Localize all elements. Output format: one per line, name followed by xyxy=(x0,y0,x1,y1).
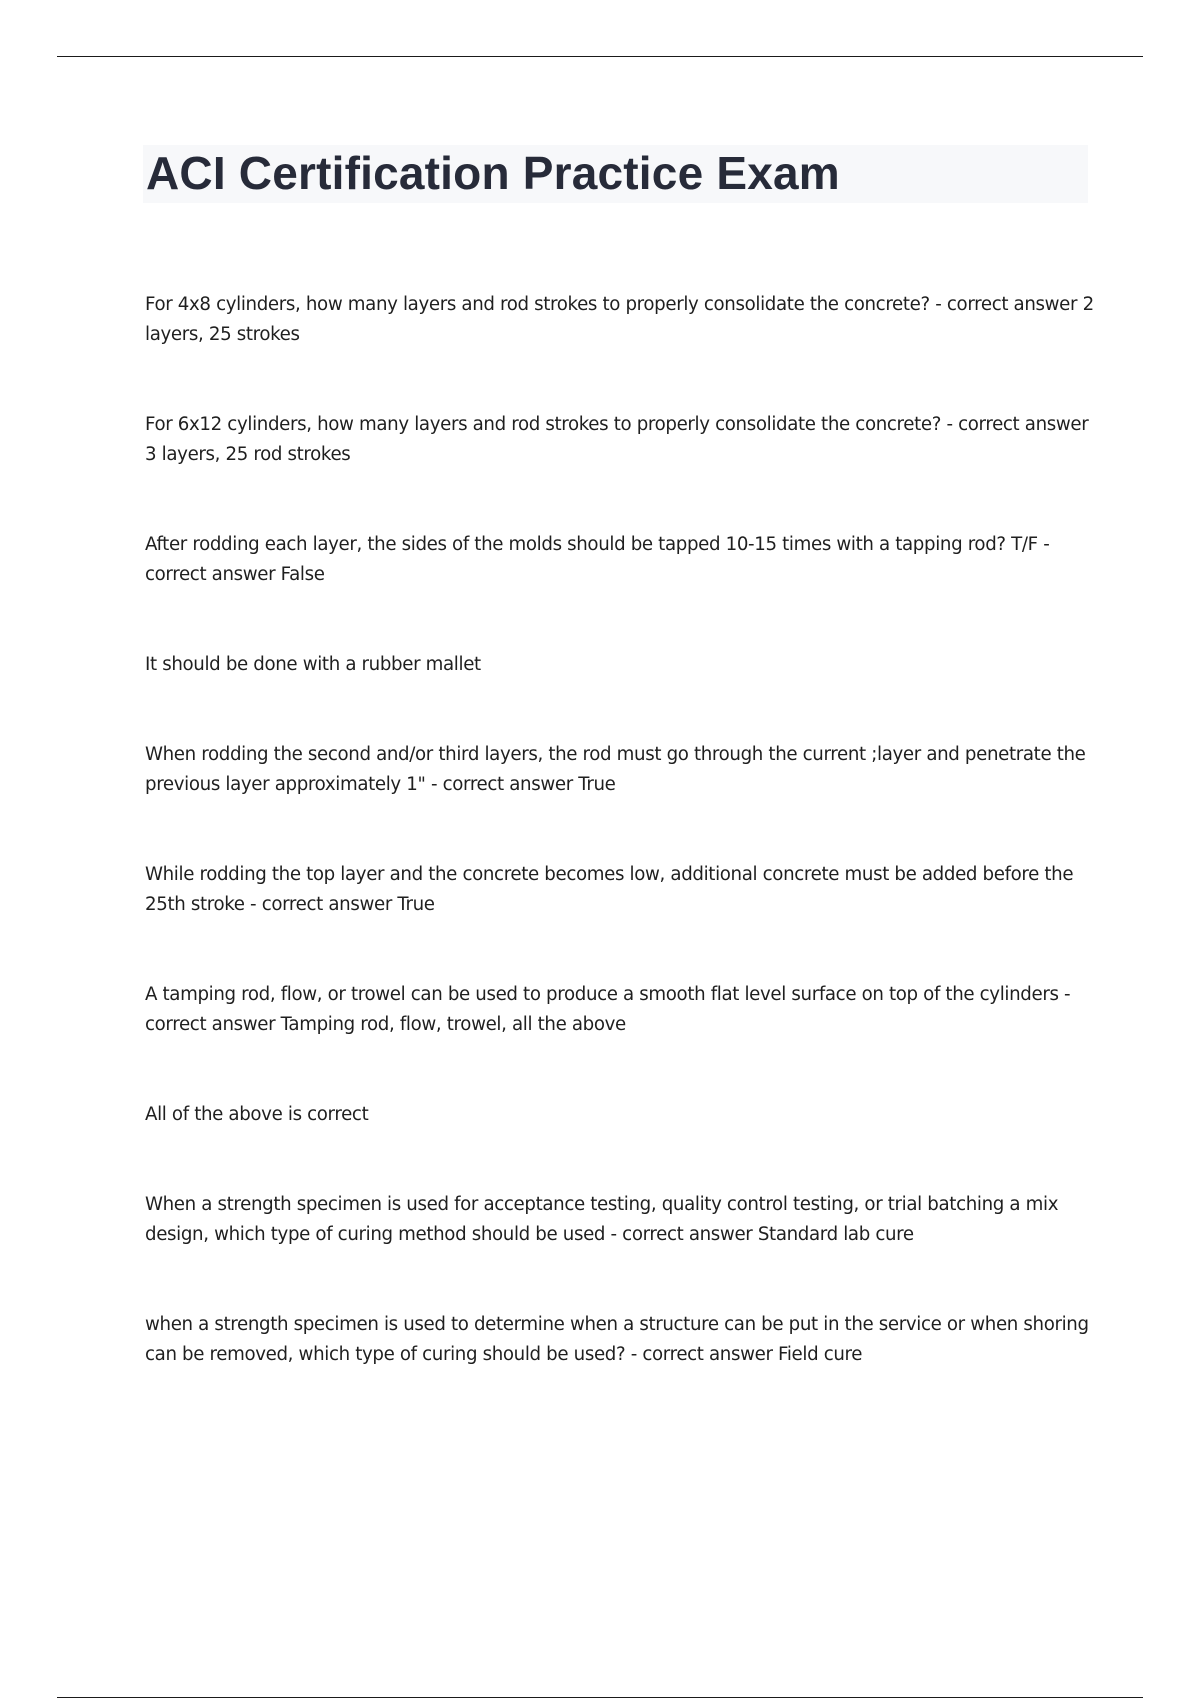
question-paragraph: A tamping rod, flow, or trowel can be used to produce a smooth flat level surface on top of the cylinders - correct answer Tamping rod, flow, trowel, all the above xyxy=(145,984,1071,1035)
question-paragraph: when a strength specimen is used to determine when a structure can be put in the service or when shoring can be removed, which type of curing should be used? - correct answer Field cure xyxy=(145,1314,1089,1365)
question-paragraph: After rodding each layer, the sides of the molds should be tapped 10-15 times with a tapping rod? T/F - correct answer False xyxy=(145,534,1050,585)
footer-rule xyxy=(57,1697,1143,1698)
header-rule xyxy=(57,56,1143,57)
document-body xyxy=(145,290,1095,1430)
question-paragraph: For 6x12 cylinders, how many layers and rod strokes to properly consolidate the concrete? - correct answer 3 layers, 25 rod strokes xyxy=(145,414,1089,465)
page-title: ACI Certification Practice Exam xyxy=(146,147,840,199)
note-paragraph: All of the above is correct xyxy=(145,1104,369,1125)
question-paragraph: When a strength specimen is used for acceptance testing, quality control testing, or trial batching a mix design, which type of curing method should be used - correct answer Standard lab cure xyxy=(145,1194,1059,1245)
note-paragraph: It should be done with a rubber mallet xyxy=(145,654,481,675)
question-paragraph: When rodding the second and/or third layers, the rod must go through the current ;layer and penetrate the previous layer approximately 1" - correct answer True xyxy=(145,744,1086,795)
question-paragraph: For 4x8 cylinders, how many layers and rod strokes to properly consolidate the concrete? - correct answer 2 layers, 25 strokes xyxy=(145,294,1094,345)
question-paragraph: While rodding the top layer and the concrete becomes low, additional concrete must be added before the 25th stroke - correct answer True xyxy=(145,864,1074,915)
